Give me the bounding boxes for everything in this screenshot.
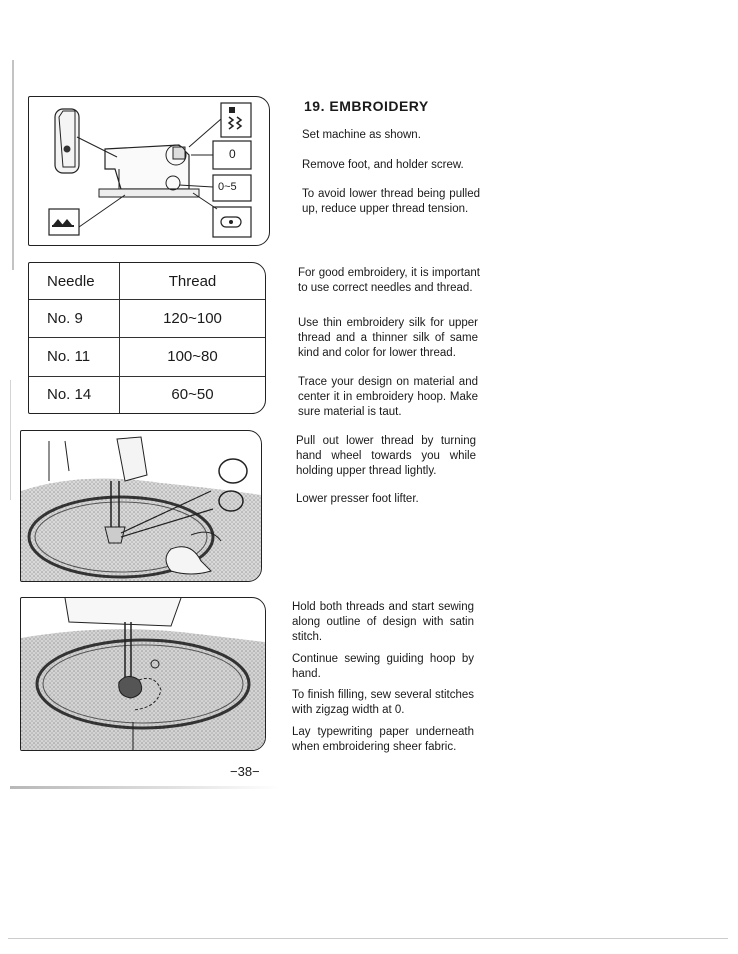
needle-column-header: Needle	[29, 263, 120, 300]
instruction-paragraph: To finish filling, sew several stitches with zigzag width at 0.	[292, 689, 474, 716]
thread-cell: 120~100	[120, 300, 266, 338]
instruction-paragraph: Trace your design on material and center it in embroidery hoop. Make sure material is taut.	[298, 376, 478, 418]
hoop-sewing-figure	[20, 597, 266, 751]
page-number: −38−	[230, 764, 260, 779]
scissors-icon	[219, 459, 247, 483]
scan-edge-mark	[12, 60, 14, 270]
scissors-hoop-illustration	[21, 431, 261, 581]
scan-edge-mark	[10, 380, 11, 500]
scissors-hoop-figure	[20, 430, 262, 582]
zigzag-width-dial-label: 0~5	[218, 181, 237, 193]
thread-column-header: Thread	[120, 263, 266, 300]
scan-bottom-line	[8, 938, 728, 939]
instruction-paragraph: Continue sewing guiding hoop by hand.	[292, 653, 474, 680]
hoop-sewing-illustration	[21, 598, 265, 750]
thread-cell: 100~80	[120, 338, 266, 376]
table-row	[29, 300, 265, 338]
needle-thread-table	[28, 262, 266, 414]
table-header-row	[29, 263, 265, 300]
instruction-paragraph: Pull out lower thread by turning hand wheel towards you while holding upper thread lightly.	[296, 435, 476, 477]
instruction-paragraph: Lay typewriting paper underneath when embroidering sheer fabric.	[292, 726, 474, 753]
embroidery-design-motif	[119, 676, 142, 698]
table-row	[29, 338, 265, 376]
needle-cell: No. 11	[29, 338, 120, 376]
thread-cell: 60~50	[171, 386, 214, 404]
scan-smudge	[10, 786, 280, 789]
machine-settings-figure	[28, 96, 270, 246]
feed-dog-drop-icon	[49, 209, 79, 235]
instruction-paragraph: Remove foot, and holder screw.	[302, 159, 464, 171]
stitch-length-dial-label: 0	[229, 147, 236, 161]
stitch-pattern-dial-icon	[221, 103, 251, 137]
section-title: 19. EMBROIDERY	[304, 98, 429, 114]
needle-cell: No. 9	[29, 300, 120, 338]
table-row	[29, 376, 265, 413]
instruction-paragraph: Set machine as shown.	[302, 129, 421, 141]
machine-illustration	[29, 97, 269, 245]
needle-cell: No. 14	[29, 376, 120, 413]
instruction-paragraph: Use thin embroidery silk for upper thread and a thinner silk of same kind and color for lower thread.	[298, 317, 478, 359]
instruction-paragraph: To avoid lower thread being pulled up, reduce upper thread tension.	[302, 188, 480, 215]
instruction-paragraph: Lower presser foot lifter.	[296, 493, 419, 505]
instruction-paragraph: Hold both threads and start sewing along outline of design with satin stitch.	[292, 601, 474, 643]
instruction-paragraph: For good embroidery, it is important to use correct needles and thread.	[298, 267, 480, 294]
